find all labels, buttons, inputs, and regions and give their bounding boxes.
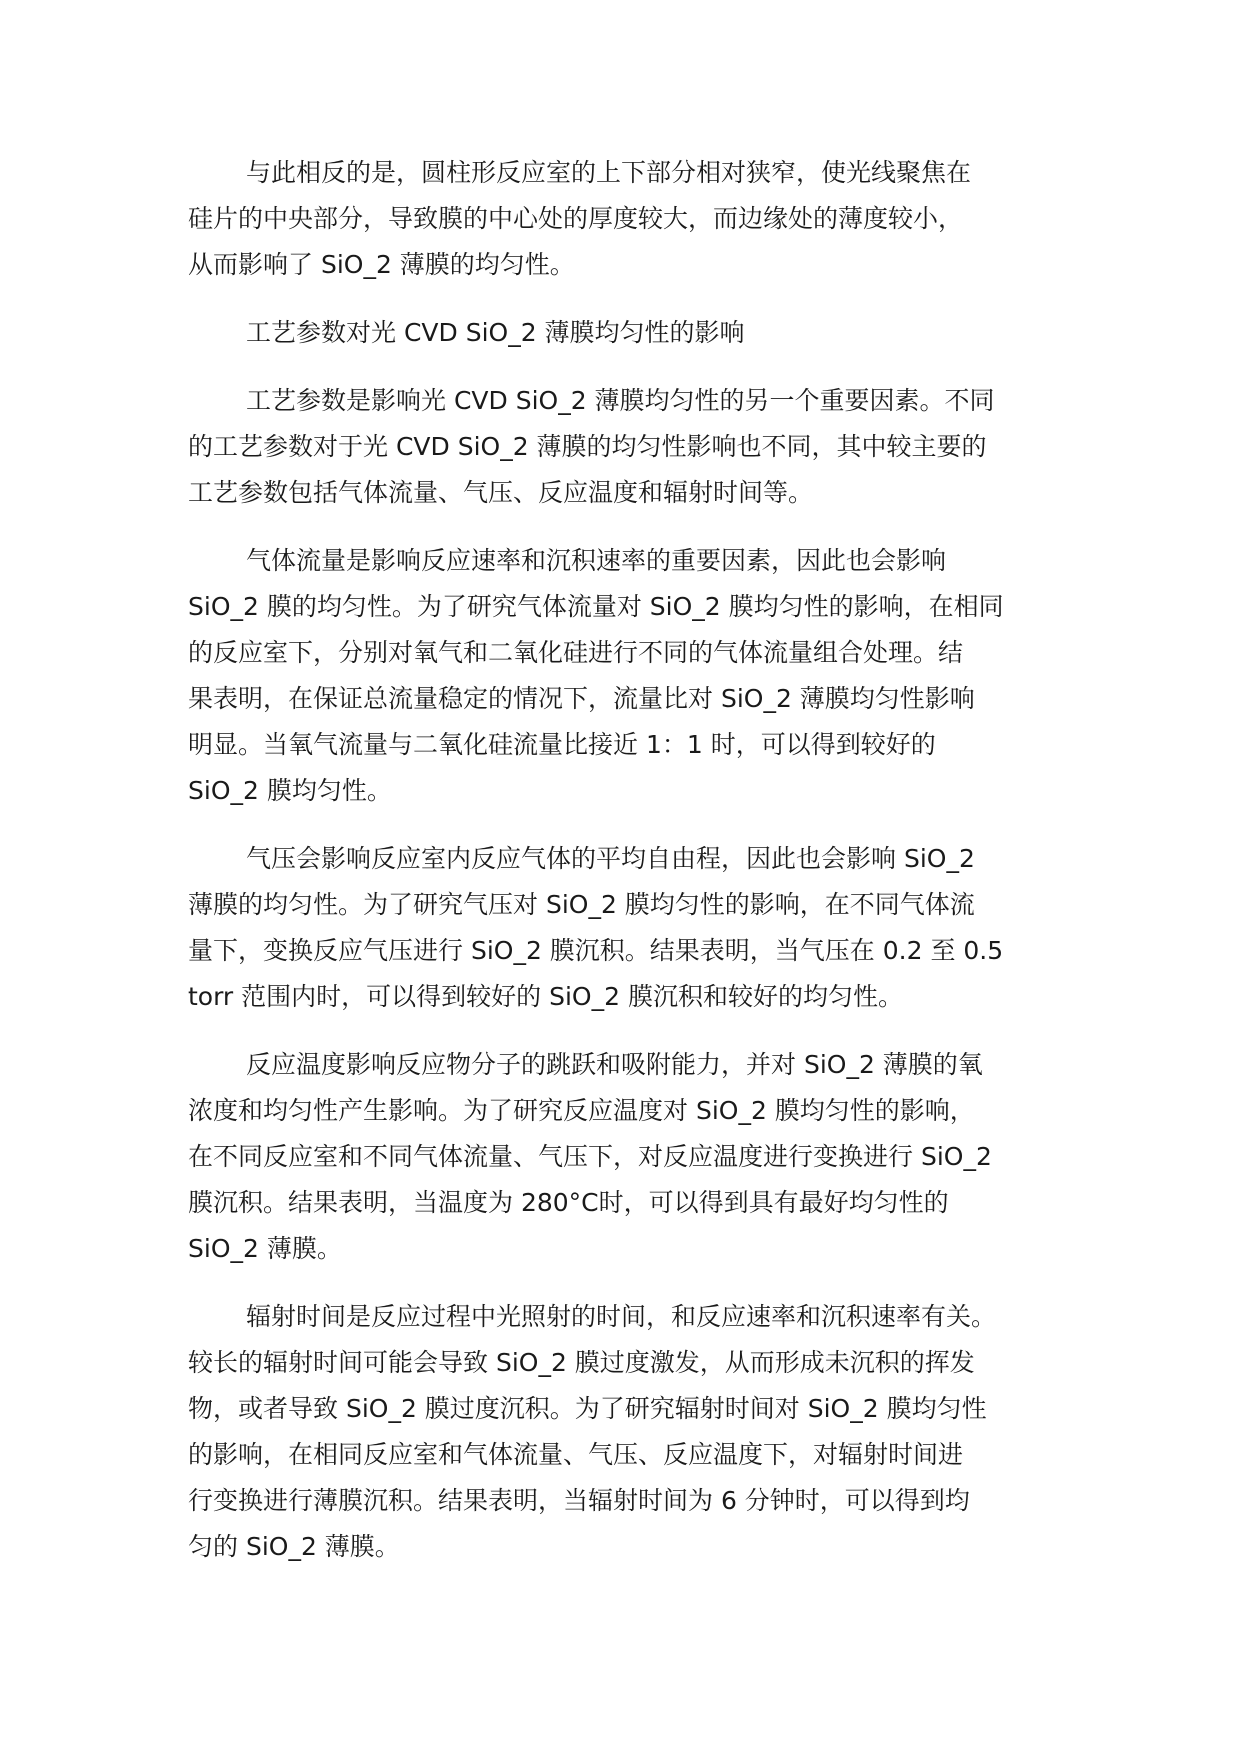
text-line: SiO_2 膜的均匀性。为了研究气体流量对 SiO_2 膜均匀性的影响，在相同 (188, 592, 1004, 621)
text-line: 明显。当氧气流量与二氧化硅流量比接近 1：1 时，可以得到较好的 (188, 730, 936, 759)
text-line: torr 范围内时，可以得到较好的 SiO_2 膜沉积和较好的均匀性。 (188, 982, 903, 1011)
text-line: 在不同反应室和不同气体流量、气压下，对反应温度进行变换进行 SiO_2 (188, 1142, 992, 1171)
text-line: 浓度和均匀性产生影响。为了研究反应温度对 SiO_2 膜均匀性的影响， (188, 1096, 975, 1125)
text-line: 辐射时间是反应过程中光照射的时间，和反应速率和沉积速率有关。 (246, 1302, 997, 1331)
text-line: 量下，变换反应气压进行 SiO_2 膜沉积。结果表明，当气压在 0.2 至 0.5 (188, 936, 1004, 965)
text-line: 的影响，在相同反应室和气体流量、气压、反应温度下，对辐射时间进 (188, 1440, 964, 1469)
text-line: 物，或者导致 SiO_2 膜过度沉积。为了研究辐射时间对 SiO_2 膜均匀性 (188, 1394, 987, 1423)
text-line: 硅片的中央部分，导致膜的中心处的厚度较大，而边缘处的薄度较小， (188, 204, 964, 233)
text-line: SiO_2 膜均匀性。 (188, 776, 392, 805)
text-line: 反应温度影响反应物分子的跳跃和吸附能力，并对 SiO_2 薄膜的氧 (246, 1050, 983, 1079)
text-line: 从而影响了 SiO_2 薄膜的均匀性。 (188, 250, 575, 279)
text-line: 气压会影响反应室内反应气体的平均自由程，因此也会影响 SiO_2 (246, 844, 975, 873)
text-line: 匀的 SiO_2 薄膜。 (188, 1532, 400, 1561)
text-line: 的工艺参数对于光 CVD SiO_2 薄膜的均匀性影响也不同，其中较主要的 (188, 432, 987, 461)
text-line: 气体流量是影响反应速率和沉积速率的重要因素，因此也会影响 (246, 546, 947, 575)
text-line: 行变换进行薄膜沉积。结果表明，当辐射时间为 6 分钟时，可以得到均 (188, 1486, 970, 1515)
text-line: 工艺参数包括气体流量、气压、反应温度和辐射时间等。 (188, 478, 814, 507)
text-line: 较长的辐射时间可能会导致 SiO_2 膜过度激发，从而形成未沉积的挥发 (188, 1348, 975, 1377)
text-line: 工艺参数对光 CVD SiO_2 薄膜均匀性的影响 (246, 318, 745, 347)
text-line: 果表明，在保证总流量稳定的情况下，流量比对 SiO_2 薄膜均匀性影响 (188, 684, 975, 713)
text-line: 与此相反的是，圆柱形反应室的上下部分相对狭窄，使光线聚焦在 (246, 158, 972, 187)
text-line: 的反应室下，分别对氧气和二氧化硅进行不同的气体流量组合处理。结 (188, 638, 964, 667)
text-line: 工艺参数是影响光 CVD SiO_2 薄膜均匀性的另一个重要因素。不同 (246, 386, 995, 415)
text-line: 膜沉积。结果表明，当温度为 280°C时，可以得到具有最好均匀性的 (188, 1188, 949, 1217)
text-line: 薄膜的均匀性。为了研究气压对 SiO_2 膜均匀性的影响，在不同气体流 (188, 890, 975, 919)
text-line: SiO_2 薄膜。 (188, 1234, 342, 1263)
